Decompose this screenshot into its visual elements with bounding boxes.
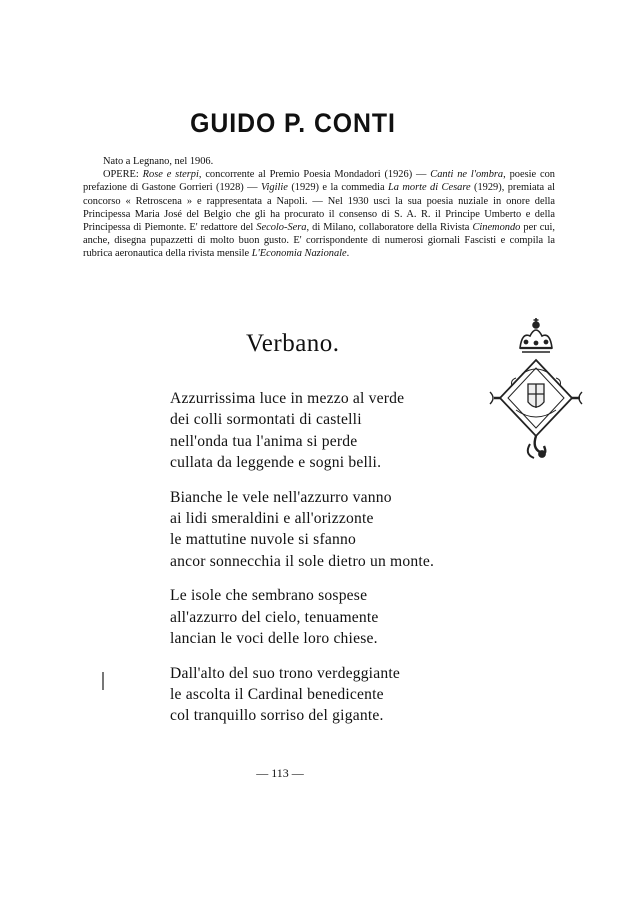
poem-line: le ascolta il Cardinal benedicente <box>170 686 384 704</box>
author-heading: GUIDO P. CONTI <box>190 108 396 138</box>
crowned-cross-emblem <box>486 314 594 462</box>
poem-stanza <box>170 487 434 572</box>
poem-line: Dall'alto del suo trono verdeggiante <box>170 664 400 682</box>
bio-works <box>83 168 555 260</box>
poem-line: lancian le voci delle loro chiese. <box>170 629 378 647</box>
bio-title-italic: La morte di Cesare <box>388 182 471 194</box>
bio-title-italic: Cinemondo <box>472 222 521 234</box>
poem-line: cullata da leggende e sogni belli. <box>170 453 382 471</box>
author-biography <box>83 155 555 261</box>
poem-line: Le isole che sembrano sospese <box>170 587 368 605</box>
poem-line: all'azzurro del cielo, tenuamente <box>170 608 379 626</box>
poem-stanza <box>170 663 434 727</box>
bio-text: , poesie con prefazione di Gastone Gorrieri (1928) — <box>83 169 555 194</box>
bio-text: (1929) e la commedia <box>287 182 389 194</box>
poem-body <box>170 388 434 740</box>
poem-stanza <box>170 388 434 473</box>
bio-text: . <box>346 248 350 260</box>
poem-title: Verbano. <box>246 330 340 357</box>
poem-line: nell'onda tua l'anima si perde <box>170 432 358 450</box>
poem-line: dei colli sormontati di castelli <box>170 411 362 429</box>
poem-line: col tranquillo sorriso del gigante. <box>170 707 384 725</box>
bio-title-italic: Canti ne l'ombra <box>430 169 504 181</box>
bio-title-italic: L'Economia Nazionale <box>251 248 347 260</box>
poem-line: Bianche le vele nell'azzurro vanno <box>170 488 392 506</box>
poem-stanza <box>170 585 434 649</box>
poem-line: ai lidi smeraldini e all'orizzonte <box>170 509 374 527</box>
poem-line: le mattutine nuvole si sfanno <box>170 531 356 549</box>
bio-text: (1929), premiata al concorso « Retroscena » e rappresentata a Napoli. — Nel 1930 uscì la sua poesia nuziale in onore della Principessa Maria José del Belgio che gli ha procurato il consenso di S. A. R. il Principe Umberto e della Principessa di Piemonte. E' redattore del <box>83 182 555 234</box>
bio-title-italic: Secolo-Sera <box>256 222 307 234</box>
poem-line: Azzurrissima luce in mezzo al verde <box>170 390 405 407</box>
bio-text: OPERE: <box>103 169 143 181</box>
bio-text: , concorrente al Premio Poesia Mondadori (1926) — <box>198 169 431 181</box>
bio-title-italic: Rose e sterpi <box>142 169 199 181</box>
bio-title-italic: Vigilie <box>260 182 288 194</box>
bio-birth: Nato a Legnano, nel 1906. <box>103 156 214 167</box>
page-number: — 113 — <box>256 766 304 780</box>
bio-text: per cui, anche, disegna pupazzetti di molto buon gusto. E' corrispondente di numerosi giornali Fascisti e compila la rubrica aeronautica della rivista mensile <box>83 222 555 260</box>
bio-text: , di Milano, collaboratore della Rivista <box>306 222 473 234</box>
margin-mark <box>102 672 104 690</box>
poem-line: ancor sonnecchia il sole dietro un monte. <box>170 552 435 570</box>
